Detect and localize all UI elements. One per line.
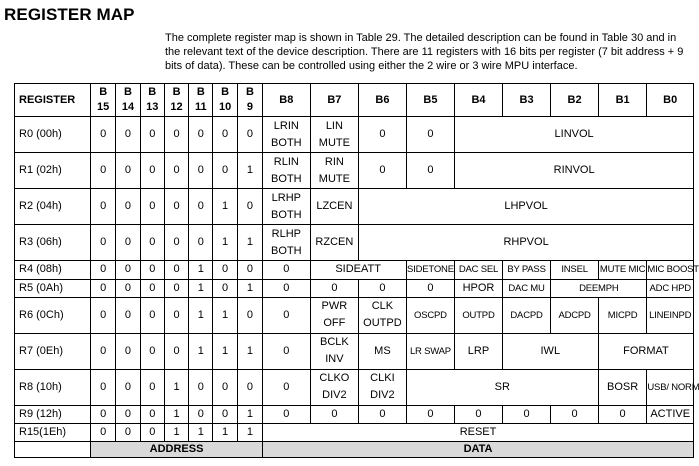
addr-bit: 0 bbox=[116, 405, 140, 423]
addr-bit: 0 bbox=[116, 333, 140, 369]
data-field: LHPVOL bbox=[359, 189, 694, 225]
data-field: 0 bbox=[310, 279, 359, 297]
addr-bit: 1 bbox=[213, 423, 237, 441]
addr-bit: 0 bbox=[116, 369, 140, 405]
addr-bit: 1 bbox=[237, 153, 262, 189]
addr-bit: 0 bbox=[91, 189, 116, 225]
addr-bit: 0 bbox=[237, 369, 262, 405]
data-bit-header: B7 bbox=[310, 84, 359, 117]
addr-bit-header: B 9 bbox=[237, 84, 262, 117]
data-field: 0 bbox=[359, 117, 407, 153]
data-field: 0 bbox=[455, 405, 503, 423]
addr-bit: 1 bbox=[213, 333, 237, 369]
data-field: RINVOL bbox=[455, 153, 694, 189]
register-map-table bbox=[14, 83, 699, 458]
data-field: 0 bbox=[263, 279, 311, 297]
addr-bit: 0 bbox=[213, 117, 237, 153]
addr-bit: 0 bbox=[91, 333, 116, 369]
data-bit-header: B2 bbox=[551, 84, 599, 117]
table-row bbox=[15, 423, 694, 441]
addr-bit: 0 bbox=[189, 153, 213, 189]
data-field: CLKI DIV2 bbox=[359, 369, 407, 405]
data-field: 0 bbox=[406, 153, 455, 189]
addr-bit: 1 bbox=[189, 279, 213, 297]
data-field: DACPD bbox=[502, 297, 551, 333]
data-field: MICPD bbox=[598, 297, 647, 333]
register-name: R6 (0Ch) bbox=[15, 297, 91, 333]
addr-bit: 0 bbox=[213, 153, 237, 189]
addr-bit: 0 bbox=[116, 297, 140, 333]
addr-bit-header: B 12 bbox=[164, 84, 188, 117]
addr-bit: 1 bbox=[189, 423, 213, 441]
addr-bit: 0 bbox=[140, 423, 164, 441]
addr-bit: 0 bbox=[91, 261, 116, 279]
addr-bit: 0 bbox=[140, 369, 164, 405]
addr-bit: 0 bbox=[140, 189, 164, 225]
data-field: DAC SEL bbox=[455, 261, 503, 279]
data-field: RIN MUTE bbox=[310, 153, 359, 189]
addr-bit: 0 bbox=[140, 225, 164, 261]
addr-bit: 0 bbox=[189, 189, 213, 225]
addr-bit: 0 bbox=[213, 405, 237, 423]
data-field: ACTIVE bbox=[647, 405, 694, 423]
data-bit-header: B0 bbox=[647, 84, 694, 117]
data-field: 0 bbox=[263, 333, 311, 369]
addr-bit: 1 bbox=[213, 189, 237, 225]
addr-bit: 0 bbox=[189, 117, 213, 153]
addr-bit: 0 bbox=[140, 333, 164, 369]
addr-bit: 0 bbox=[91, 369, 116, 405]
table-row bbox=[15, 225, 694, 261]
addr-bit: 0 bbox=[164, 225, 188, 261]
addr-bit: 0 bbox=[164, 297, 188, 333]
addr-bit: 0 bbox=[140, 153, 164, 189]
data-field: 0 bbox=[263, 261, 311, 279]
addr-bit-header: B 10 bbox=[213, 84, 237, 117]
addr-bit-header: B 15 bbox=[91, 84, 116, 117]
data-field: DAC MU bbox=[502, 279, 551, 297]
table-row bbox=[15, 117, 694, 153]
addr-bit: 0 bbox=[91, 153, 116, 189]
data-field: SR bbox=[406, 369, 598, 405]
addr-bit: 0 bbox=[164, 333, 188, 369]
data-field: 0 bbox=[359, 405, 407, 423]
data-bit-header: B6 bbox=[359, 84, 407, 117]
address-label: ADDRESS bbox=[91, 441, 263, 457]
register-name: R7 (0Eh) bbox=[15, 333, 91, 369]
table-row bbox=[15, 261, 694, 279]
addr-bit: 0 bbox=[140, 405, 164, 423]
data-field: BCLK INV bbox=[310, 333, 359, 369]
addr-bit: 1 bbox=[164, 369, 188, 405]
data-bit-header: B5 bbox=[406, 84, 455, 117]
table-row bbox=[15, 333, 694, 369]
data-field: 0 bbox=[263, 405, 311, 423]
addr-bit: 0 bbox=[91, 423, 116, 441]
register-name: R8 (10h) bbox=[15, 369, 91, 405]
addr-bit: 1 bbox=[189, 333, 213, 369]
addr-bit: 0 bbox=[140, 279, 164, 297]
data-field: DEEMPH bbox=[551, 279, 647, 297]
addr-bit: 0 bbox=[91, 117, 116, 153]
data-field: LZCEN bbox=[310, 189, 359, 225]
addr-bit: 1 bbox=[237, 225, 262, 261]
addr-bit: 1 bbox=[213, 225, 237, 261]
data-field: 0 bbox=[406, 405, 455, 423]
addr-bit: 1 bbox=[189, 261, 213, 279]
addr-bit: 0 bbox=[140, 117, 164, 153]
data-field: 0 bbox=[359, 279, 407, 297]
register-name: R2 (04h) bbox=[15, 189, 91, 225]
data-field: SIDEATT bbox=[310, 261, 406, 279]
register-header: REGISTER bbox=[15, 84, 91, 117]
addr-bit: 1 bbox=[164, 405, 188, 423]
addr-bit: 1 bbox=[237, 423, 262, 441]
addr-bit: 1 bbox=[237, 333, 262, 369]
register-name: R5 (0Ah) bbox=[15, 279, 91, 297]
addr-bit: 1 bbox=[237, 405, 262, 423]
table-row bbox=[15, 153, 694, 189]
data-field: RLIN BOTH bbox=[263, 153, 311, 189]
addr-bit: 0 bbox=[237, 297, 262, 333]
data-field: 0 bbox=[310, 405, 359, 423]
table-row bbox=[15, 189, 694, 225]
data-field: LINEINPD bbox=[647, 297, 694, 333]
table-row bbox=[15, 405, 694, 423]
register-name: R3 (06h) bbox=[15, 225, 91, 261]
data-field: MIC BOOST bbox=[647, 261, 694, 279]
addr-bit: 0 bbox=[116, 153, 140, 189]
footer-blank bbox=[15, 441, 91, 457]
addr-bit: 0 bbox=[213, 261, 237, 279]
data-field: FORMAT bbox=[598, 333, 693, 369]
data-field: USB/ NORM bbox=[647, 369, 694, 405]
register-name: R15(1Eh) bbox=[15, 423, 91, 441]
addr-bit: 1 bbox=[189, 297, 213, 333]
data-field: CLK OUTPD bbox=[359, 297, 407, 333]
addr-bit: 0 bbox=[237, 189, 262, 225]
data-field: RHPVOL bbox=[359, 225, 694, 261]
intro-paragraph: The complete register map is shown in Table 29. The detailed description can be found in Table 30 and in the relevant text of the device description. There are 11 registers with 16 bits per register (7 bit address + 9 bits of data). These can be controlled using either the 2 wire or 3 wire MPU interface. bbox=[165, 32, 684, 72]
data-field: LIN MUTE bbox=[310, 117, 359, 153]
addr-bit: 0 bbox=[213, 279, 237, 297]
data-field: RZCEN bbox=[310, 225, 359, 261]
addr-bit: 0 bbox=[164, 261, 188, 279]
register-name: R1 (02h) bbox=[15, 153, 91, 189]
addr-bit: 0 bbox=[116, 279, 140, 297]
addr-bit: 0 bbox=[189, 225, 213, 261]
data-field: 0 bbox=[406, 279, 455, 297]
addr-bit: 1 bbox=[237, 279, 262, 297]
data-bit-header: B3 bbox=[502, 84, 551, 117]
addr-bit: 0 bbox=[91, 279, 116, 297]
data-bit-header: B8 bbox=[263, 84, 311, 117]
table-row bbox=[15, 279, 694, 297]
page-title: REGISTER MAP bbox=[4, 5, 135, 24]
addr-bit: 0 bbox=[91, 225, 116, 261]
addr-bit: 0 bbox=[140, 261, 164, 279]
data-field: LRIN BOTH bbox=[263, 117, 311, 153]
data-field: INSEL bbox=[551, 261, 599, 279]
data-field: ADCPD bbox=[551, 297, 599, 333]
addr-bit: 0 bbox=[116, 117, 140, 153]
addr-bit: 0 bbox=[116, 189, 140, 225]
data-field: OSCPD bbox=[406, 297, 455, 333]
addr-bit: 0 bbox=[189, 369, 213, 405]
data-field: 0 bbox=[502, 405, 551, 423]
data-field: 0 bbox=[551, 405, 599, 423]
data-field: LRHP BOTH bbox=[263, 189, 311, 225]
data-field: 0 bbox=[598, 405, 647, 423]
data-field: LINVOL bbox=[455, 117, 694, 153]
data-bit-header: B1 bbox=[598, 84, 647, 117]
addr-bit: 1 bbox=[164, 423, 188, 441]
register-name: R9 (12h) bbox=[15, 405, 91, 423]
data-field: 0 bbox=[263, 369, 311, 405]
data-field: LRP bbox=[455, 333, 503, 369]
table-row bbox=[15, 297, 694, 333]
register-name: R0 (00h) bbox=[15, 117, 91, 153]
addr-bit: 0 bbox=[237, 261, 262, 279]
addr-bit: 0 bbox=[164, 153, 188, 189]
data-field: ADC HPD bbox=[647, 279, 694, 297]
addr-bit: 0 bbox=[91, 405, 116, 423]
header-row bbox=[15, 84, 694, 117]
addr-bit-header: B 14 bbox=[116, 84, 140, 117]
data-field: BOSR bbox=[598, 369, 647, 405]
data-field: 0 bbox=[359, 153, 407, 189]
table-row bbox=[15, 369, 694, 405]
data-field: PWR OFF bbox=[310, 297, 359, 333]
data-bit-header: B4 bbox=[455, 84, 503, 117]
data-field: LR SWAP bbox=[406, 333, 455, 369]
data-label: DATA bbox=[263, 441, 694, 457]
addr-bit: 0 bbox=[189, 405, 213, 423]
data-field: RLHP BOTH bbox=[263, 225, 311, 261]
data-field: 0 bbox=[263, 297, 311, 333]
data-field: RESET bbox=[263, 423, 694, 441]
addr-bit: 0 bbox=[237, 117, 262, 153]
addr-bit: 0 bbox=[164, 189, 188, 225]
addr-bit: 0 bbox=[116, 423, 140, 441]
addr-bit: 1 bbox=[213, 297, 237, 333]
addr-bit: 0 bbox=[164, 117, 188, 153]
data-field: MUTE MIC bbox=[598, 261, 647, 279]
data-field: BY PASS bbox=[502, 261, 551, 279]
data-field: SIDETONE bbox=[406, 261, 455, 279]
data-field: HPOR bbox=[455, 279, 503, 297]
addr-bit: 0 bbox=[140, 297, 164, 333]
footer-row bbox=[15, 441, 694, 457]
data-field: CLKO DIV2 bbox=[310, 369, 359, 405]
data-field: OUTPD bbox=[455, 297, 503, 333]
data-field: IWL bbox=[502, 333, 598, 369]
data-field: 0 bbox=[406, 117, 455, 153]
addr-bit: 0 bbox=[116, 261, 140, 279]
addr-bit: 0 bbox=[213, 369, 237, 405]
register-name: R4 (08h) bbox=[15, 261, 91, 279]
addr-bit: 0 bbox=[164, 279, 188, 297]
addr-bit-header: B 13 bbox=[140, 84, 164, 117]
addr-bit: 0 bbox=[116, 225, 140, 261]
addr-bit: 0 bbox=[91, 297, 116, 333]
data-field: MS bbox=[359, 333, 407, 369]
addr-bit-header: B 11 bbox=[189, 84, 213, 117]
